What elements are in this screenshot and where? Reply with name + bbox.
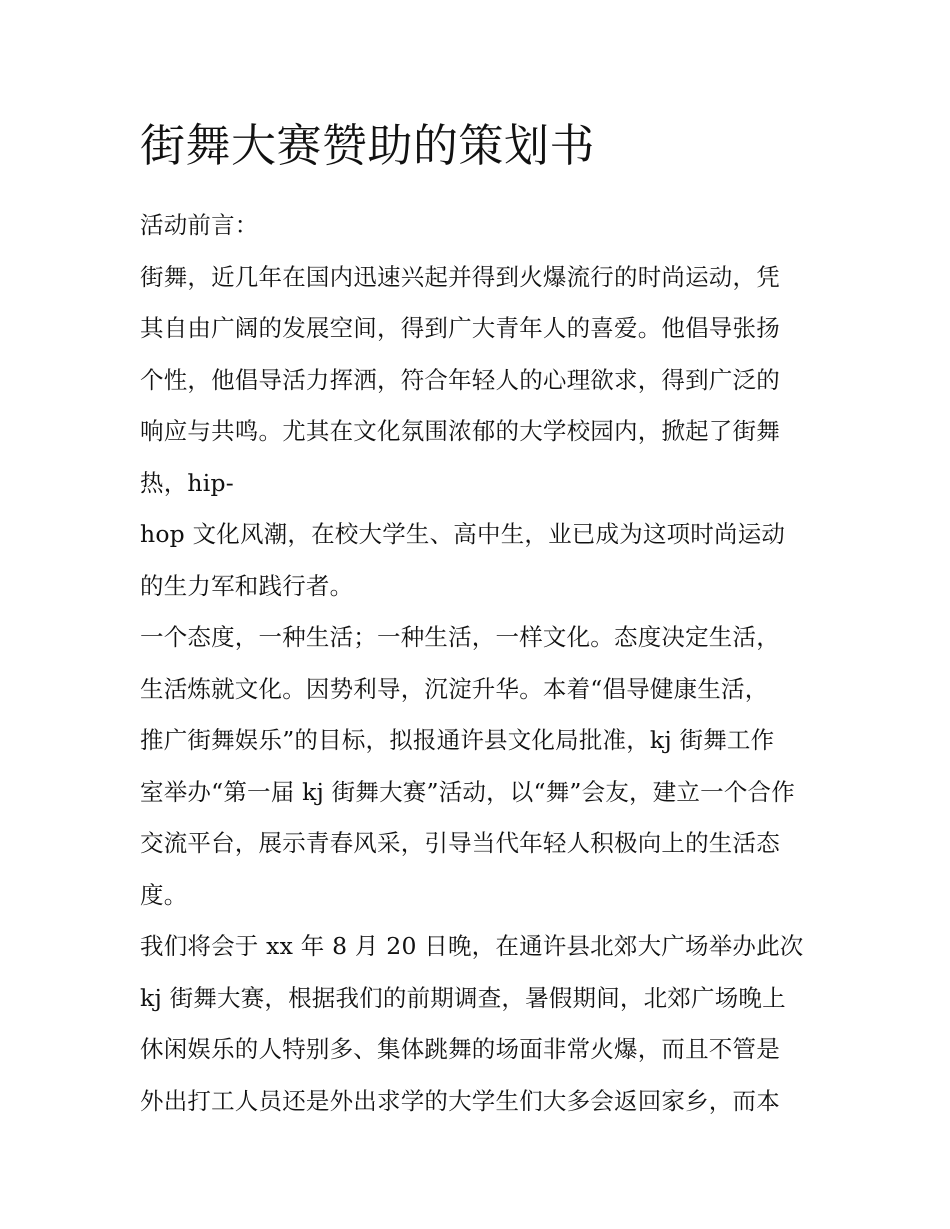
body-line: 度。 (140, 880, 188, 909)
body-line: 推广街舞娱乐”的目标，拟报通许县文化局批准，kj 街舞工作 (140, 726, 775, 754)
body-line: 休闲娱乐的人特别多、集体跳舞的场面非常火爆，而且不管是 (140, 1035, 780, 1063)
body-line: 交流平台，展示青春风采，引导当代年轻人积极向上的生活态 (140, 829, 780, 857)
body-line: 街舞，近几年在国内迅速兴起并得到火爆流行的时尚运动，凭 (140, 262, 780, 291)
body-line: 个性，他倡导活力挥洒，符合年轻人的心理欲求，得到广泛的 (140, 365, 780, 394)
document-body (140, 200, 820, 1127)
body-line: 热，hip- (140, 468, 234, 497)
document-title: 街舞大赛赞助的策划书 (140, 119, 596, 172)
body-line: hop 文化风潮，在校大学生、高中生，业已成为这项时尚运动 (140, 520, 786, 548)
body-line: 我们将会于 xx 年 8 月 20 日晚，在通许县北郊大广场举办此次 (140, 932, 804, 960)
body-line: 一个态度，一种生活；一种生活，一样文化。态度决定生活， (140, 623, 780, 651)
body-line: kj 街舞大赛，根据我们的前期调查，暑假期间，北郊广场晚上 (140, 983, 786, 1012)
body-line: 其自由广阔的发展空间，得到广大青年人的喜爱。他倡导张扬 (140, 314, 780, 342)
body-line: 生活炼就文化。因势利导，沉淀升华。本着“倡导健康生活， (140, 674, 769, 703)
body-line: 响应与共鸣。尤其在文化氛围浓郁的大学校园内，掀起了街舞 (140, 417, 780, 445)
body-line: 的生力军和践行者。 (140, 571, 354, 600)
body-line: 活动前言： (140, 211, 259, 239)
body-line: 外出打工人员还是外出求学的大学生们大多会返回家乡，而本 (140, 1086, 780, 1115)
body-line: 室举办“第一届 kj 街舞大赛”活动，以“舞”会友，建立一个合作 (140, 777, 795, 806)
